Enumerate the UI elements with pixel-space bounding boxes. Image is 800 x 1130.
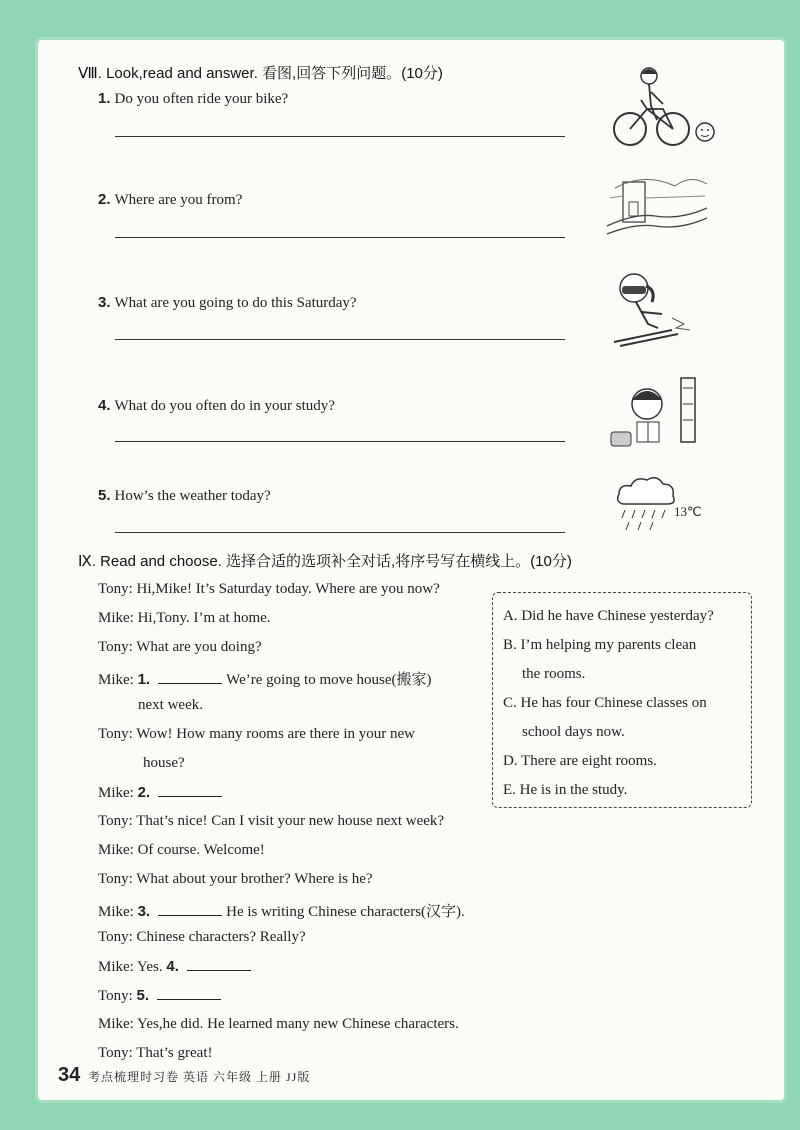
- question-number: 1.: [98, 90, 111, 107]
- question-text: How’s the weather today?: [114, 488, 271, 504]
- dialogue-text: Mike: Of course. Welcome!: [98, 842, 265, 858]
- dialogue-text: Mike:: [98, 672, 138, 688]
- dialogue-text: Tony: That’s nice! Can I visit your new house next week?: [98, 813, 445, 829]
- option-e: E. He is in the study.: [503, 782, 628, 798]
- dialogue-text: Tony: What are you doing?: [98, 639, 262, 655]
- dialogue-line-blank-3: [98, 900, 465, 921]
- option-b: B. I’m helping my parents clean: [503, 637, 697, 653]
- dialogue-line: [138, 697, 203, 714]
- dialogue-text: Tony: Chinese characters? Really?: [98, 929, 306, 945]
- dialogue-line: [98, 726, 415, 743]
- skier-icon: [612, 268, 697, 350]
- dialogue-text: We’re going to move house(搬家): [226, 672, 432, 688]
- answer-line-4[interactable]: [115, 441, 565, 442]
- answer-line-5[interactable]: [115, 532, 565, 533]
- answer-line-2[interactable]: [115, 237, 565, 238]
- question-5: [98, 487, 271, 505]
- answer-blank-5[interactable]: [157, 987, 221, 1000]
- page-number: 34: [58, 1064, 81, 1086]
- blank-number: 5.: [136, 987, 150, 1004]
- answer-line-3[interactable]: [115, 339, 565, 340]
- boy-reading-icon: [607, 374, 699, 450]
- question-text: What do you often do in your study?: [114, 398, 335, 414]
- dialogue-text: Tony: Wow! How many rooms are there in your new: [98, 726, 415, 742]
- dialogue-text: Tony:: [98, 988, 137, 1004]
- option-d: D. There are eight rooms.: [503, 753, 657, 769]
- dialogue-text: house?: [143, 755, 185, 771]
- dialogue-text: Mike: Yes,he did. He learned many new Chinese characters.: [98, 1016, 459, 1032]
- answer-blank-2[interactable]: [158, 784, 222, 797]
- question-number: 5.: [98, 487, 111, 504]
- dialogue-text: Mike:: [98, 904, 138, 920]
- answer-line-1[interactable]: [115, 136, 565, 137]
- dialogue-line: [98, 581, 440, 598]
- great-wall-icon: [605, 168, 710, 240]
- answer-blank-1[interactable]: [158, 671, 222, 684]
- dialogue-text: Mike: Hi,Tony. I’m at home.: [98, 610, 271, 626]
- dialogue-line: [98, 871, 373, 888]
- dialogue-text: next week.: [138, 697, 203, 713]
- question-1: [98, 90, 288, 108]
- section-8-title: Ⅷ. Look,read and answer. 看图,回答下列问题。(10分): [78, 65, 443, 82]
- question-number: 2.: [98, 191, 111, 208]
- rain-cloud-icon: [613, 474, 679, 534]
- blank-number: 2.: [137, 784, 151, 801]
- dialogue-text: He is writing Chinese characters(汉字).: [226, 904, 465, 920]
- dialogue-text: Mike: Yes.: [98, 959, 167, 975]
- question-2: [98, 191, 242, 209]
- answer-blank-3[interactable]: [158, 903, 222, 916]
- footer-text: 考点梳理时习卷 英语 六年级 上册 JJ版: [88, 1070, 311, 1084]
- question-text: What are you going to do this Saturday?: [114, 295, 357, 311]
- dialogue-line: [98, 813, 444, 830]
- dialogue-text: Mike:: [98, 785, 138, 801]
- dialogue-line-blank-5: [98, 987, 225, 1005]
- dialogue-text: Tony: What about your brother? Where is he?: [98, 871, 373, 887]
- answer-blank-4[interactable]: [187, 958, 251, 971]
- section-9-title: Ⅸ. Read and choose. 选择合适的选项补全对话,将序号写在横线上。(10分): [78, 553, 572, 570]
- dialogue-line-blank-1: [98, 668, 432, 689]
- dialogue-text: Tony: That’s great!: [98, 1045, 213, 1061]
- dialogue-line: [98, 610, 271, 627]
- option-c-continued: school days now.: [522, 724, 625, 740]
- option-a: A. Did he have Chinese yesterday?: [503, 608, 714, 624]
- dialogue-line: [143, 755, 185, 772]
- blank-number: 3.: [137, 903, 151, 920]
- blank-number: 1.: [137, 671, 151, 688]
- dialogue-line: [98, 1016, 459, 1033]
- blank-number: 4.: [166, 958, 179, 975]
- dialogue-line-blank-4: [98, 958, 255, 976]
- question-number: 4.: [98, 397, 111, 414]
- question-number: 3.: [98, 294, 111, 311]
- question-text: Do you often ride your bike?: [114, 91, 289, 107]
- option-b-continued: the rooms.: [522, 666, 586, 682]
- dialogue-line: [98, 929, 306, 946]
- question-3: [98, 294, 357, 312]
- dialogue-line: [98, 1045, 212, 1062]
- dialogue-text: Tony: Hi,Mike! It’s Saturday today. Where are you now?: [98, 581, 440, 597]
- dialogue-line: [98, 639, 262, 656]
- dialogue-line-blank-2: [98, 784, 226, 802]
- question-4: [98, 397, 335, 415]
- question-text: Where are you from?: [114, 192, 243, 208]
- temperature-label: 13℃: [674, 504, 702, 519]
- dialogue-line: [98, 842, 265, 859]
- girl-riding-bike-icon: [605, 64, 725, 150]
- option-c: C. He has four Chinese classes on: [503, 695, 707, 711]
